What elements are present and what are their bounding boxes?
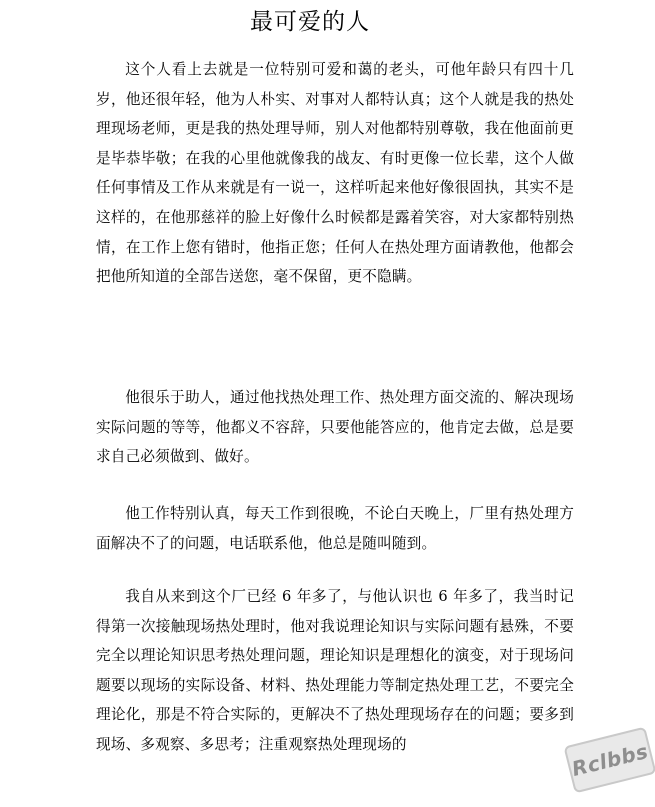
paragraph-3: 他工作特别认真，每天工作到很晚，不论白天晚上，厂里有热处理方面解决不了的问题，电话联系他，他总是随叫随到。 — [96, 505, 574, 552]
paragraph-4: 我自从来到这个厂已经 6 年多了，与他认识也 6 年多了，我当时记得第一次接触现场热处理时，他对我说理论知识与实际问题有悬殊，不要完全以理论知识思考热处理问题，理论知识是理想化的演变，对于现场问题要以现场的实际设备、材料、热处理能力等制定热处理工艺，不要完全理论化，那是不符合实际的，更解决不了热处理现场存在的问题；要多到现场、多观察、多思考；注重观察热处理现场的 — [96, 588, 574, 753]
watermark-stamp — [563, 727, 655, 794]
paragraph-1: 这个人看上去就是一位特别可爱和蔼的老头，可他年龄只有四十几岁，他还很年轻，他为人朴实、对事对人都特认真；这个人就是我的热处理现场老师，更是我的热处理导师，别人对他都特别尊敬，我在他面前更是毕恭毕敬；在我的心里他就像我的战友、有时更像一位长辈，这个人做任何事情及工作从来就是有一说一，这样听起来他好像很固执，其实不是这样的，在他那慈祥的脸上好像什么时候都是露着笑容，对大家都特别热情，在工作上您有错时，他指正您；任何人在热处理方面请教他，他都会把他所知道的全部告送您，毫不保留，更不隐瞒。 — [96, 61, 574, 286]
document-title: 最可爱的人 — [250, 9, 370, 35]
paragraph-2: 他很乐于助人，通过他找热处理工作、热处理方面交流的、解决现场实际问题的等等，他都义不容辞，只要他能答应的，他肯定去做，总是要求自己必须做到、做好。 — [96, 389, 574, 466]
watermark-text: Rclbbs — [569, 738, 651, 782]
